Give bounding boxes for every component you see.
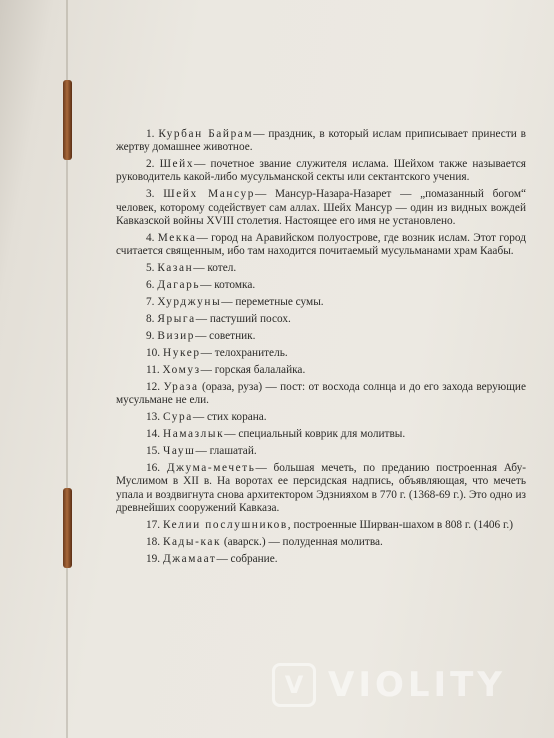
note-term: Шейх <box>159 158 195 171</box>
note-text: — горская балалайка. <box>200 364 306 377</box>
violity-watermark <box>272 660 542 710</box>
note-term: Келии послушников <box>162 518 288 531</box>
note-term: Ураза <box>163 381 199 394</box>
note-15: 15. Чауш— глашатай. <box>146 445 257 458</box>
note-term: Казан <box>157 262 194 275</box>
note-text: — город на Аравийском полуострове, где возник ислам. Этот город считается священным, ибо там находится почитаемый мусульманами храм Каабы. <box>116 231 526 258</box>
staple-bottom <box>63 488 72 568</box>
watermark-text: VIOLITY <box>328 665 506 705</box>
note-2: 2. Шейх— почетное звание служителя ислама. Шейхом также называется руководитель какой-либо мусульманской секты или сектантского учения. <box>116 158 526 184</box>
note-term: Курбан Байрам <box>158 128 254 140</box>
note-text: , построенные Ширван-шахом в 808 г. (1406 г.) <box>287 518 513 531</box>
note-6: 6. Дагарь— котомка. <box>146 279 256 292</box>
note-text: — специальный коврик для молитвы. <box>224 428 406 441</box>
staple-top <box>63 80 72 160</box>
note-text: (аварск.) — полуденная молитва. <box>221 535 383 548</box>
note-19: 19. Джамаат— собрание. <box>146 552 278 565</box>
glossary-notes <box>116 128 526 570</box>
note-term: Хомуз <box>162 364 201 377</box>
note-text: — пастуший посох. <box>195 313 291 326</box>
note-text: — переметные сумы. <box>221 296 324 309</box>
note-10: 10. Нукер— телохранитель. <box>146 347 288 360</box>
note-term: Кады-как <box>162 535 222 548</box>
note-text: — советник. <box>195 330 256 343</box>
note-text: — собрание. <box>216 552 278 565</box>
note-text: — глашатай. <box>195 445 257 458</box>
note-term: Джума-мечеть <box>166 462 256 475</box>
note-term: Сура <box>162 411 193 424</box>
note-text: (ораза, руза) — пост: от восхода солнца и до его захода верующие мусульмане не ели. <box>116 381 526 407</box>
note-text: — телохранитель. <box>200 347 288 360</box>
note-5: 5. Казан— котел. <box>146 262 237 275</box>
note-text: — большая мечеть, по преданию построенная Абу-Муслимом в XII в. На воротах ее персидская надпись, объявляющая, что мечеть упала и воздвигнута снова архитектором Эдзнияхом в 770 г. (1368-69 г.). Это одно из древнейших сооружений Кавказа. <box>116 462 527 514</box>
note-term: Ярыга <box>157 313 196 326</box>
note-3: 3. Шейх Мансур— Мансур-Назара-Назарет — „помазанный богом“ человек, которому содействует сам аллах. Шейх Мансур — один из видных вождей Кавказской войны XVIII столетия. Настоящее его имя не установлено. <box>116 188 526 227</box>
note-term: Хурджуны <box>157 296 222 309</box>
note-text: — котомка. <box>200 279 256 292</box>
note-8: 8. Ярыга— пастуший посох. <box>146 313 291 326</box>
note-term: Мекка <box>157 231 197 244</box>
note-7: 7. Хурджуны— переметные сумы. <box>146 296 324 309</box>
note-text: — почетное звание служителя ислама. Шейхом также называется руководитель какой-либо мусульманской секты или сектантского учения. <box>116 158 526 184</box>
note-term: Чауш <box>162 445 196 458</box>
note-11: 11. Хомуз— горская балалайка. <box>146 364 306 377</box>
note-term: Шейх Мансур <box>163 188 255 201</box>
note-13: 13. Сура— стих корана. <box>146 411 267 424</box>
note-text: — стих корана. <box>192 411 267 424</box>
note-12: 12. Ураза (ораза, руза) — пост: от восхода солнца и до его захода верующие мусульмане не ели. <box>116 381 526 407</box>
note-17: 17. Келии послушников, построенные Ширван-шахом в 808 г. (1406 г.) <box>146 518 513 531</box>
note-16: 16. Джума-мечеть— большая мечеть, по преданию построенная Абу-Муслимом в XII в. На воротах ее персидская надпись, объявляющая, что мечеть упала и воздвигнута снова архитектором Эдзнияхом в 770 г. (1368-69 г.). Это одно из древнейших сооружений Кавказа. <box>116 462 527 514</box>
note-text: — котел. <box>193 262 237 275</box>
note-term: Джамаат <box>162 552 217 565</box>
note-term: Намазлык <box>162 428 225 441</box>
note-4: 4. Мекка— город на Аравийском полуострове, где возник ислам. Этот город считается священным, ибо там находится почитаемый мусульманами храм Каабы. <box>116 231 526 258</box>
note-term: Нукер <box>162 347 201 360</box>
note-text: — праздник, в который ислам приписывает принести в жертву домашнее животное. <box>116 128 527 154</box>
note-9: 9. Визир— советник. <box>146 330 256 343</box>
note-14: 14. Намазлык— специальный коврик для молитвы. <box>146 428 406 441</box>
violity-logo-icon: V <box>272 663 316 707</box>
note-term: Дагарь <box>157 279 201 292</box>
note-1: 1. Курбан Байрам— праздник, в который ислам приписывает принести в жертву домашнее животное. <box>116 128 527 154</box>
note-18: 18. Кады-как (аварск.) — полуденная молитва. <box>146 535 383 548</box>
note-text: — Мансур-Назара-Назарет — „помазанный богом“ человек, которому содействует сам аллах. Шейх Мансур — один из видных вождей Кавказской войны XVIII столетия. Настоящее его имя не установлено. <box>116 188 526 227</box>
note-term: Визир <box>157 330 196 343</box>
